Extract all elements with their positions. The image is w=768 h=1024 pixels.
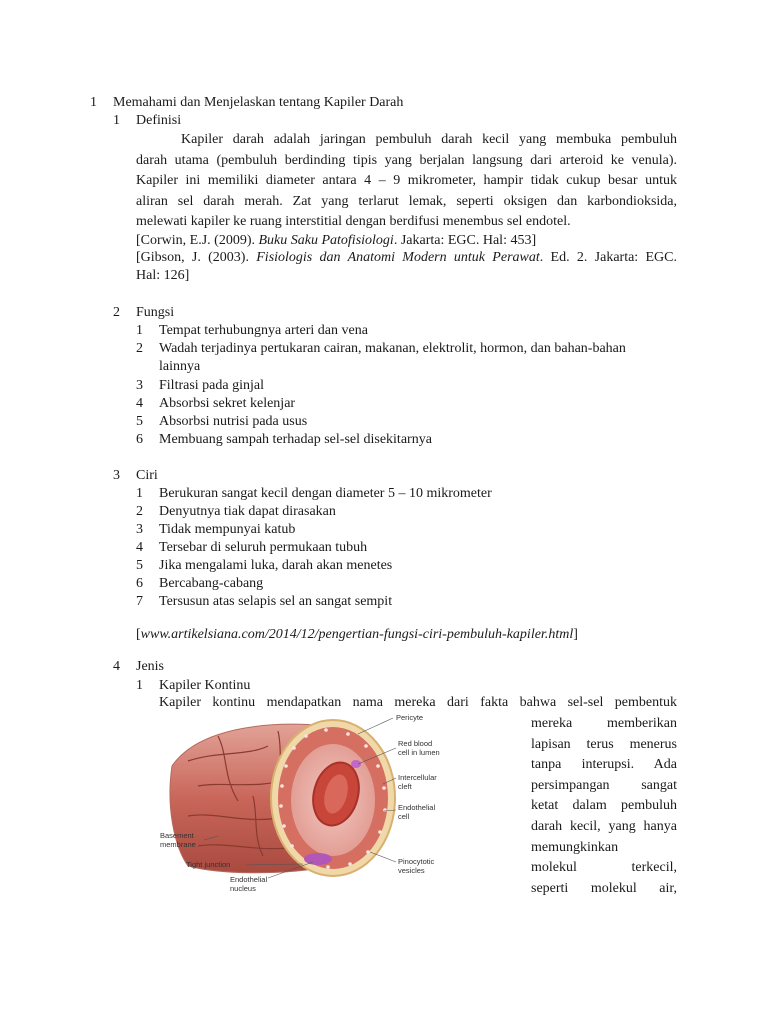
definisi-heading: Definisi [136,113,182,128]
jenis-number: 4 [113,659,120,674]
list-item-number: 4 [136,540,143,555]
list-item: Denyutnya tiak dapat dirasakan [159,504,336,519]
label-cell: cell [398,812,410,821]
list-item-number: 3 [136,522,143,537]
source-reference: [www.artikelsiana.com/2014/12/pengertian-fungsi-ciri-pembuluh-kapiler.html] [136,627,578,642]
list-item: Absorbsi sekret kelenjar [159,396,296,411]
paragraph-line: tanpa interupsi. Ada [531,757,677,773]
list-item: Berukuran sangat kecil dengan diameter 5 – 10 mikrometer [159,486,492,501]
list-item-number: 2 [136,341,143,356]
label-endothelial: Endothelial [398,803,436,812]
label-tight-junction: Tight junction [186,860,231,869]
definisi-line: Kapiler ini memiliki diameter antara 4 – 9 mikrometer, hampir tidak cukup besar untuk [136,173,677,189]
label-endothelial-nucleus: Endothelial [230,875,268,884]
label-pericyte: Pericyte [396,713,424,722]
endothelial-nucleus [304,853,332,865]
ciri-heading: Ciri [136,468,158,483]
section-number: 1 [90,95,97,110]
ciri-number: 3 [113,468,120,483]
list-item-number: 2 [136,504,143,519]
pericyte [351,760,361,768]
list-item: Tersusun atas selapis sel an sangat sempit [159,594,393,609]
definisi-paragraph [136,130,677,233]
list-item: Tidak mempunyai katub [159,522,296,537]
reference-gibson-line: [Gibson, J. (2003). Fisiologis dan Anatomi Modern untuk Perawat. Ed. 2. Jakarta: EGC. [136,250,677,265]
label-basement: Basement [160,831,194,840]
definisi-line: aliran sel darah merah. Zat yang terlarut lemak, seperti oksigen dan karbondioksida, [136,193,677,209]
label-cleft: cleft [398,782,412,791]
fungsi-heading: Fungsi [136,305,175,320]
label-vesicles: vesicles [398,866,425,875]
list-item: Membuang sampah terhadap sel-sel disekitarnya [159,432,432,447]
paragraph-line: ketat dalam pembuluh [531,798,677,814]
jenis-sub-number: 1 [136,678,143,693]
list-item: Filtrasi pada ginjal [159,378,264,393]
source-url: www.artikelsiana.com/2014/12/pengertian-fungsi-ciri-pembuluh-kapiler.html [140,627,574,642]
list-item-number: 6 [136,432,143,447]
list-item-number: 6 [136,576,143,591]
jenis-sub-heading: Kapiler Kontinu [159,678,251,693]
label-cell-in-lumen: cell in lumen [398,748,440,757]
paragraph-line: mereka memberikan [531,716,677,731]
list-item-number: 4 [136,396,143,411]
list-item: Tersebar di seluruh permukaan tubuh [159,540,368,555]
reference-gibson-line: Hal: 126] [136,268,190,283]
paragraph-line: lapisan terus menerus [531,736,677,752]
label-red-blood: Red blood [398,739,433,748]
paragraph-line: Kapiler kontinu mendapatkan nama mereka dari fakta bahwa sel-sel pembentuk [159,695,677,710]
list-item: Absorbsi nutrisi pada usus [159,414,308,429]
label-intercellular: Intercellular [398,773,437,782]
list-item-number: 5 [136,558,143,573]
list-item: Bercabang-cabang [159,576,264,591]
list-item: Jika mengalami luka, darah akan menetes [159,558,393,573]
paragraph-line: darah kecil, yang hanya [531,818,677,834]
label-nucleus: nucleus [230,884,256,893]
paragraph-line: seperti molekul air, [531,880,677,896]
paragraph-line: molekul terkecil, [531,860,677,876]
jenis-heading: Jenis [136,659,164,674]
reference-corwin: [Corwin, E.J. (2009). Buku Saku Patofisiologi. Jakarta: EGC. Hal: 453] [136,233,537,248]
list-item-number: 1 [136,486,143,501]
label-membrane: membrane [160,840,196,849]
list-item-number: 3 [136,378,143,393]
definisi-line: Kapiler darah adalah jaringan pembuluh darah kecil yang membuka pembuluh [181,132,677,147]
list-item-continuation: lainnya [159,359,201,374]
list-item-number: 7 [136,594,143,609]
list-item-number: 1 [136,323,143,338]
list-item: Tempat terhubungnya arteri dan vena [159,323,368,338]
continuous-capillary-illustration [158,706,496,900]
definisi-line: melewati kapiler ke ruang interstitial dengan berdifusi menembus sel endotel. [136,214,571,230]
fungsi-number: 2 [113,305,120,320]
list-item-number: 5 [136,414,143,429]
label-pinocytotic: Pinocytotic [398,857,435,866]
paragraph-line: memungkinkan [531,839,619,855]
section-title: Memahami dan Menjelaskan tentang Kapiler Darah [113,95,404,110]
definisi-number: 1 [113,113,120,128]
paragraph-line: persimpangan sangat [531,777,677,793]
definisi-line: darah utama (pembuluh berdinding tipis yang berjalan langsung dari arteroid ke venula). [136,152,677,168]
reference-gibson [136,249,677,285]
list-item: Wadah terjadinya pertukaran cairan, makanan, elektrolit, hormon, dan bahan-bahan [159,341,626,356]
kapiler-kontinu-wrap-text [531,714,677,899]
